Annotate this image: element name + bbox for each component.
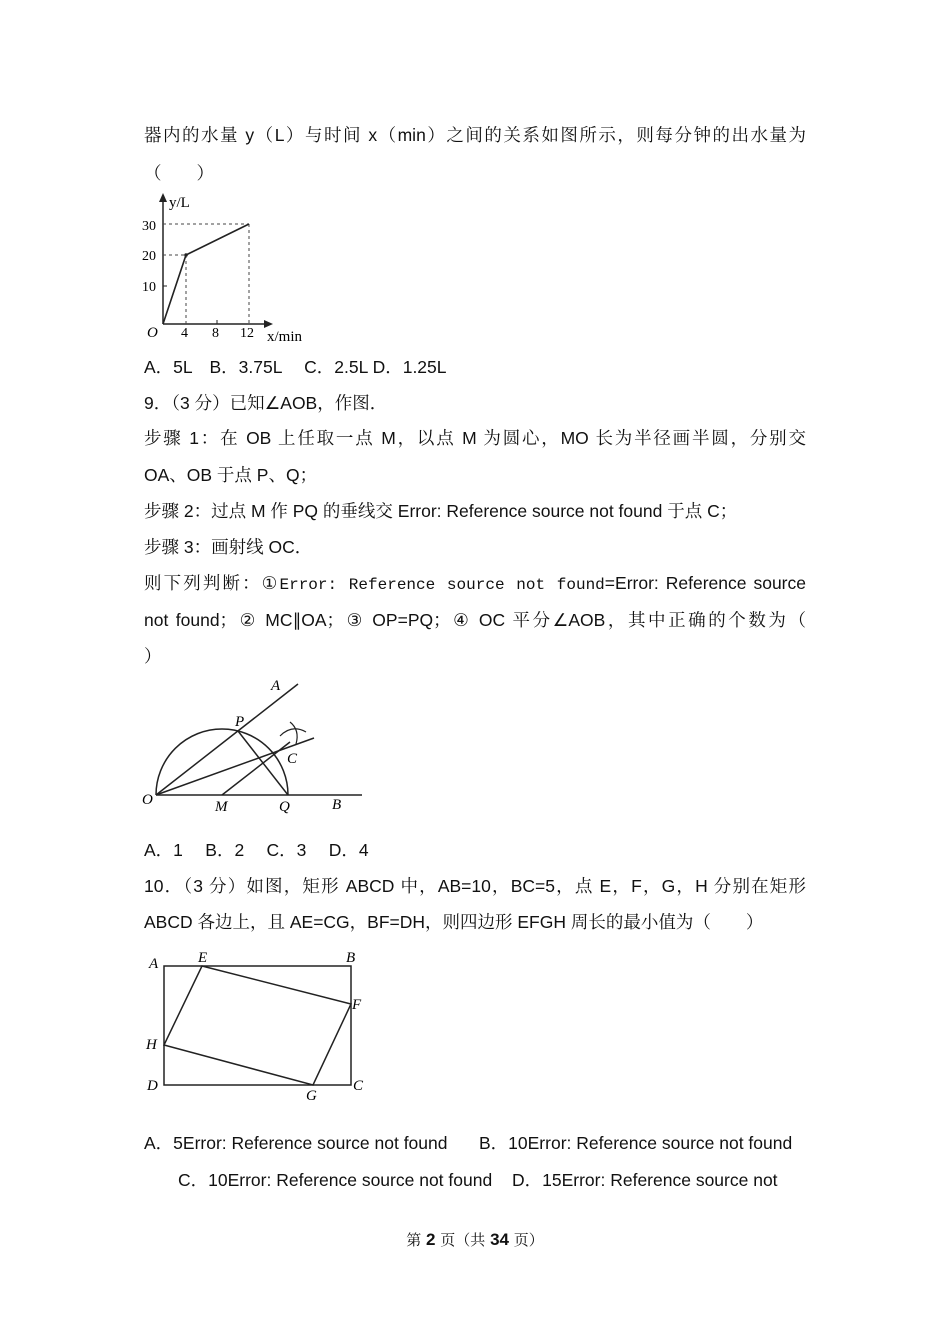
q9-judge-mono: Error: Reference source not found [279,576,605,594]
ray-oa [156,684,298,795]
label-q: Q [279,799,290,815]
label-p: P [235,714,245,730]
q9-judge-rest: =Error: Reference source [604,573,806,593]
x-axis-arrow [264,320,273,328]
construction-arc-1 [280,729,306,736]
label-c: C [287,751,298,767]
q8-text-line1: 器内的水量 y（L）与时间 x（min）之间的关系如图所示，则每分钟的出水量为 [144,125,806,145]
page-footer [0,1229,950,1250]
label-g: G [306,1088,317,1104]
x-axis-label: x/min [267,329,303,345]
q9-step3: 步骤 3：画射线 OC． [144,537,313,557]
q10-text-line1: 10．（3 分）如图，矩形 ABCD 中，AB=10，BC=5，点 E，F，G，H 分别在矩形 [144,876,806,896]
label-c: C [353,1078,364,1094]
label-b: B [332,797,342,813]
graph-line [163,224,249,324]
label-a: A [271,678,281,694]
q9-step1-line1: 步骤 1：在 OB 上任取一点 M，以点 M 为圆心，MO 长为半径画半圆，分别交 [144,428,806,448]
q9-figure [140,672,380,822]
q10-option-d: D．15Error: Reference source not [512,1170,778,1190]
q9-options: A．1 B．2 C．3 D．4 [144,840,369,860]
tick-label-8: 8 [212,326,219,341]
q9-judge-line1 [144,571,806,597]
tick-label-20: 20 [142,249,156,264]
q10-option-c: C．10Error: Reference source not found [178,1170,493,1190]
y-axis-arrow [159,193,167,202]
footer-total-pages: 34 [490,1230,509,1249]
tick-label-12: 12 [240,326,254,341]
y-axis-label: y/L [169,195,190,211]
label-f: F [352,997,362,1013]
footer-post: 页） [513,1231,544,1249]
rectangle-abcd [164,966,351,1085]
label-d: D [147,1078,158,1094]
footer-page-number: 2 [426,1230,436,1249]
q9-step2: 步骤 2：过点 M 作 PQ 的垂线交 Error: Reference source not found 于点 C； [144,501,738,521]
tick-label-30: 30 [142,219,156,234]
q8-options: A．5L B．3.75L C．2.5L D．1.25L [144,357,447,377]
label-o: O [142,792,153,808]
graph-point [184,253,188,257]
footer-pre: 第 [406,1231,422,1249]
label-h: H [146,1037,157,1053]
q8-text-line2: （ ） [144,163,214,183]
q9-judge-line2: not found；② MC∥OA；③ OP=PQ；④ OC 平分∠AOB，其中正确的个数为（ [144,610,806,630]
label-e: E [198,950,208,966]
tick-label-4: 4 [181,326,188,341]
construction-arc-2 [290,722,297,744]
q10-option-b: B．10Error: Reference source not found [479,1133,793,1153]
label-a: A [149,956,159,972]
q8-graph [140,190,320,346]
q9-judge-line3: ） [144,646,162,666]
q10-text-line2: ABCD 各边上，且 AE=CG，BF=DH，则四边形 EFGH 周长的最小值为（ ） [144,912,764,932]
label-m: M [215,799,228,815]
footer-mid: 页（共 [440,1231,486,1249]
quadrilateral-efgh [164,966,351,1085]
q9-title: 9．（3 分）已知∠AOB，作图． [144,393,388,413]
q10-option-a: A．5Error: Reference source not found [144,1133,448,1153]
label-b: B [346,950,356,966]
semicircle [156,729,288,795]
q9-judge-prefix: 则下列判断：① [144,573,280,593]
tick-label-10: 10 [142,280,156,295]
q9-step1-line2: OA、OB 于点 P、Q； [144,465,318,485]
origin-label: O [147,325,158,341]
q10-figure [140,943,380,1108]
